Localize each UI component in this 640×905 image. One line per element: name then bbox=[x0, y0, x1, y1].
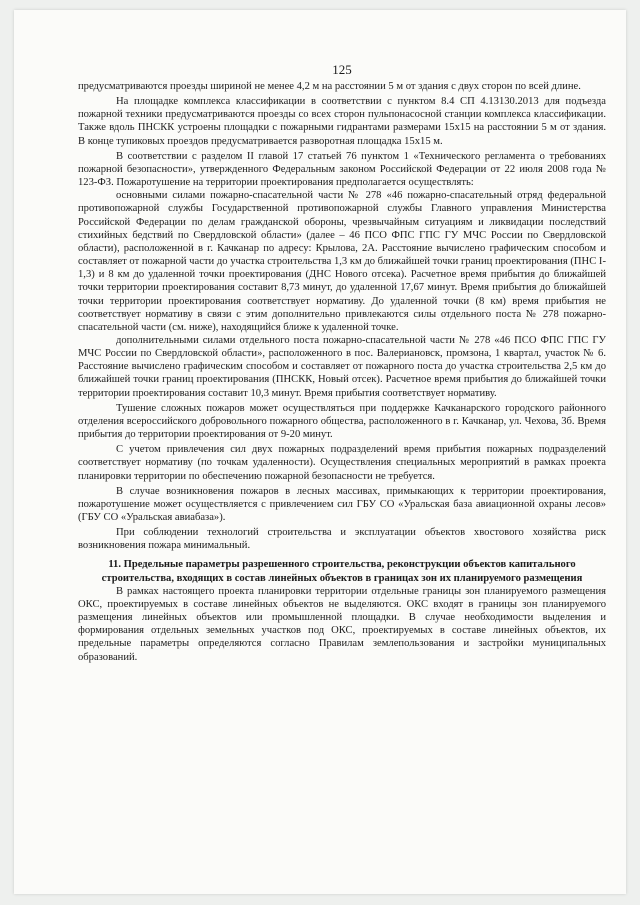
paragraph-continuation: предусматриваются проезды шириной не менее 4,2 м на расстоянии 5 м от здания с двух сторон по всей длине. bbox=[78, 81, 581, 92]
paragraph-additional-forces: дополнительными силами отдельного поста пожарно-спасательной части № 278 «46 ПСО ФПС ГПС ГУ МЧС России по Свердловской области», расположенного в пос. Валериановск, промзона, 1 квартал, участок № 6. Расстояние вычислено графическим способом и составляет от пожарного поста до участка строительства 2,5 км до ближайшей точки границ проектирования (ПНСКК, Новый отсек). Расчетное время прибытия до ближайшей точки территории проектирования составит 10,3 минут. Время прибытия соответствует нормативу. bbox=[78, 334, 606, 399]
paragraph-complex-fires: Тушение сложных пожаров может осуществляться при поддержке Качканарского городского районного отделения всероссийского добровольного пожарного общества, расположенного в г. Качканар, ул. Чехова, 3б. Время прибытия до территории проектирования от 9-20 минут. bbox=[78, 402, 606, 441]
document-page bbox=[14, 10, 626, 894]
page-number: 125 bbox=[332, 62, 352, 77]
page-content bbox=[78, 63, 606, 664]
paragraph-arrival-time: С учетом привлечения сил двух пожарных подразделений время прибытия пожарных подразделений соответствует нормативу (по точкам удаленности). Осуществления специальных мероприятий в рамках проекта планировки территории по обеспечению пожарной безопасности не требуется. bbox=[78, 444, 606, 482]
paragraph-forest-fires: В случае возникновения пожаров в лесных массивах, примыкающих к территории проектирования, пожаротушение может осуществляется с привлечением сил ГБУ СО «Уральская база авиационной охраны лесов» (ГБУ СО «Уральская авиабаза»). bbox=[78, 485, 606, 523]
paragraph-section-11: В рамках настоящего проекта планировки территории отдельные границы зон планируемого размещения ОКС, проектируемых в составе линейных объектов не выделяются. ОКС входят в границы зон планируемого размещения линейных объектов или промышленной площадки. В случае необходимости выделения и формирования отдельных земельных участков под ОКС, проектируемых в составе линейных объектов, их предельные параметры определяются согласно Правилам землепользования и застройки муниципальных образований. bbox=[78, 585, 606, 663]
paragraph-main-forces: основными силами пожарно-спасательной части № 278 «46 пожарно-спасательный отряд федеральной противопожарной службы Государственной противопожарной службы Главного управления Министерства Российской Федерации по делам гражданской обороны, чрезвычайным ситуациям и ликвидации последствий стихийных бедствий по Свердловской области» (далее – 46 ПСО ФПС ГПС ГУ МЧС России по Свердловской области), расположенной в г. Качканар по адресу: Крылова, 2А. Расстояние вычислено графическим способом и составляет от пожарной части до участка строительства 1,3 км до ближайшей точки границ проектирования (ПНС I-1,3) и 8 км до удаленной точки проектирования (ДНС Нового отсека). Расчетное время прибытия до ближайшей точки территории проектирования составит 8,73 минут, до удаленной 17,67 минут. Время прибытия до ближайшей точки территории проектирования соответствует нормативу. До удаленной точки (8 км) время прибытия не соответствует нормативу в связи с этим дополнительно привлекаются силы отдельного поста № 278 пожарно-спасательной части (см. ниже), находящийся ближе к удаленной точке. bbox=[78, 190, 606, 333]
section-heading: 11. Предельные параметры разрешенного строительства, реконструкции объектов капитального строительства, входящих в состав линейных объектов в границах зон их планируемого размещения bbox=[101, 559, 583, 584]
paragraph-regulation-reference: В соответствии с разделом II главой 17 статьей 76 пунктом 1 «Технического регламента о требованиях пожарной безопасности», утвержденного Федеральным законом Российской Федерации от 22 июля 2008 года № 123-ФЗ. Пожаротушение на территории проектирования предполагается осуществлять: bbox=[78, 150, 606, 189]
paragraph-fire-risk: При соблюдении технологий строительства и эксплуатации объектов хвостового хозяйства риск возникновения пожара минимальный. bbox=[78, 527, 606, 552]
paragraph-classification-complex: На площадке комплекса классификации в соответствии с пунктом 8.4 СП 4.13130.2013 для подъезда пожарной техники предусматриваются проезды со всех сторон пульпонасосной станции комплекса классификации. Также вдоль ПНСКК устроены площадки с пожарными гидрантами размерами 15х15 на расстоянии 5 м от здания. В конце тупиковых проездов предусматривается разворотная площадка 15х15 м. bbox=[78, 96, 606, 147]
